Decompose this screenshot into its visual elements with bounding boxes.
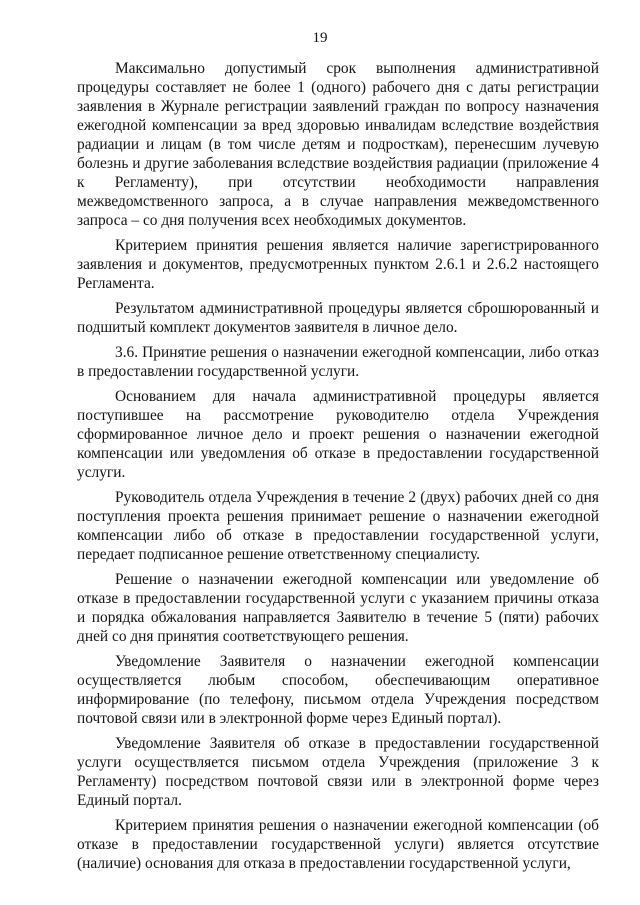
paragraph-head-decision: Руководитель отдела Учреждения в течение 2 (двух) рабочих дней со дня поступления проекта решения принимает решение о назначении ежегодной компенсации либо об отказе в предоставлении государственной услуги, передает подписанное решение ответственному специалисту. xyxy=(77,489,599,563)
section-heading-3-6: 3.6. Принятие решения о назначении ежегодной компенсации, либо отказ в предоставлении государственной услуги. xyxy=(77,344,599,380)
paragraph-deadline: Максимально допустимый срок выполнения административной процедуры составляет не более 1 (одного) рабочего дня с даты регистрации заявления в Журнале регистрации заявлений граждан по вопросу назначения ежегодной компенсации за вред здоровью инвалидам вследствие воздействия радиации и лицам (в том числе детям и подросткам), перенесшим лучевую болезнь и другие заболевания вследствие воздействия радиации (приложение 4 к Регламенту), при отсутствии необходимости направления межведомственного запроса, а в случае направления межведомственного запроса – со дня получения всех необходимых документов. xyxy=(77,60,599,229)
paragraph-decision-notice: Решение о назначении ежегодной компенсации или уведомление об отказе в предоставлении государственной услуги с указанием причины отказа и порядка обжалования направляется Заявителю в течение 5 (пяти) рабочих дней со дня принятия соответствующего решения. xyxy=(77,571,599,645)
paragraph-assignment-criterion: Критерием принятия решения о назначении ежегодной компенсации (об отказе в предоставлении государственной услуги) является отсутствие (наличие) основания для отказа в предоставлении государственной услуги, xyxy=(77,817,599,872)
page-number: 19 xyxy=(312,30,328,46)
paragraph-refusal-notice: Уведомление Заявителя об отказе в предоставлении государственной услуги осуществляется письмом отдела Учреждения (приложение 3 к Регламенту) посредством почтовой связи или в электронной форме через Единый портал. xyxy=(77,735,599,809)
paragraph-procedure-basis: Основанием для начала административной процедуры является поступившее на рассмотрение руководителю отдела Учреждения сформированное личное дело и проект решения о назначении ежегодной компенсации или уведомления об отказе в предоставлении государственной услуги. xyxy=(77,388,599,481)
paragraph-procedure-result: Результатом административной процедуры является сброшюрованный и подшитый комплект документов заявителя в личное дело. xyxy=(77,300,599,336)
paragraph-assignment-notice: Уведомление Заявителя о назначении ежегодной компенсации осуществляется любым способом, обеспечивающим оперативное информирование (по телефону, письмом отдела Учреждения посредством почтовой связи или в электронной форме через Единый портал). xyxy=(77,653,599,727)
paragraph-decision-criterion: Критерием принятия решения является наличие зарегистрированного заявления и документов, предусмотренных пунктом 2.6.1 и 2.6.2 настоящего Регламента. xyxy=(77,237,599,292)
document-body xyxy=(77,59,599,879)
